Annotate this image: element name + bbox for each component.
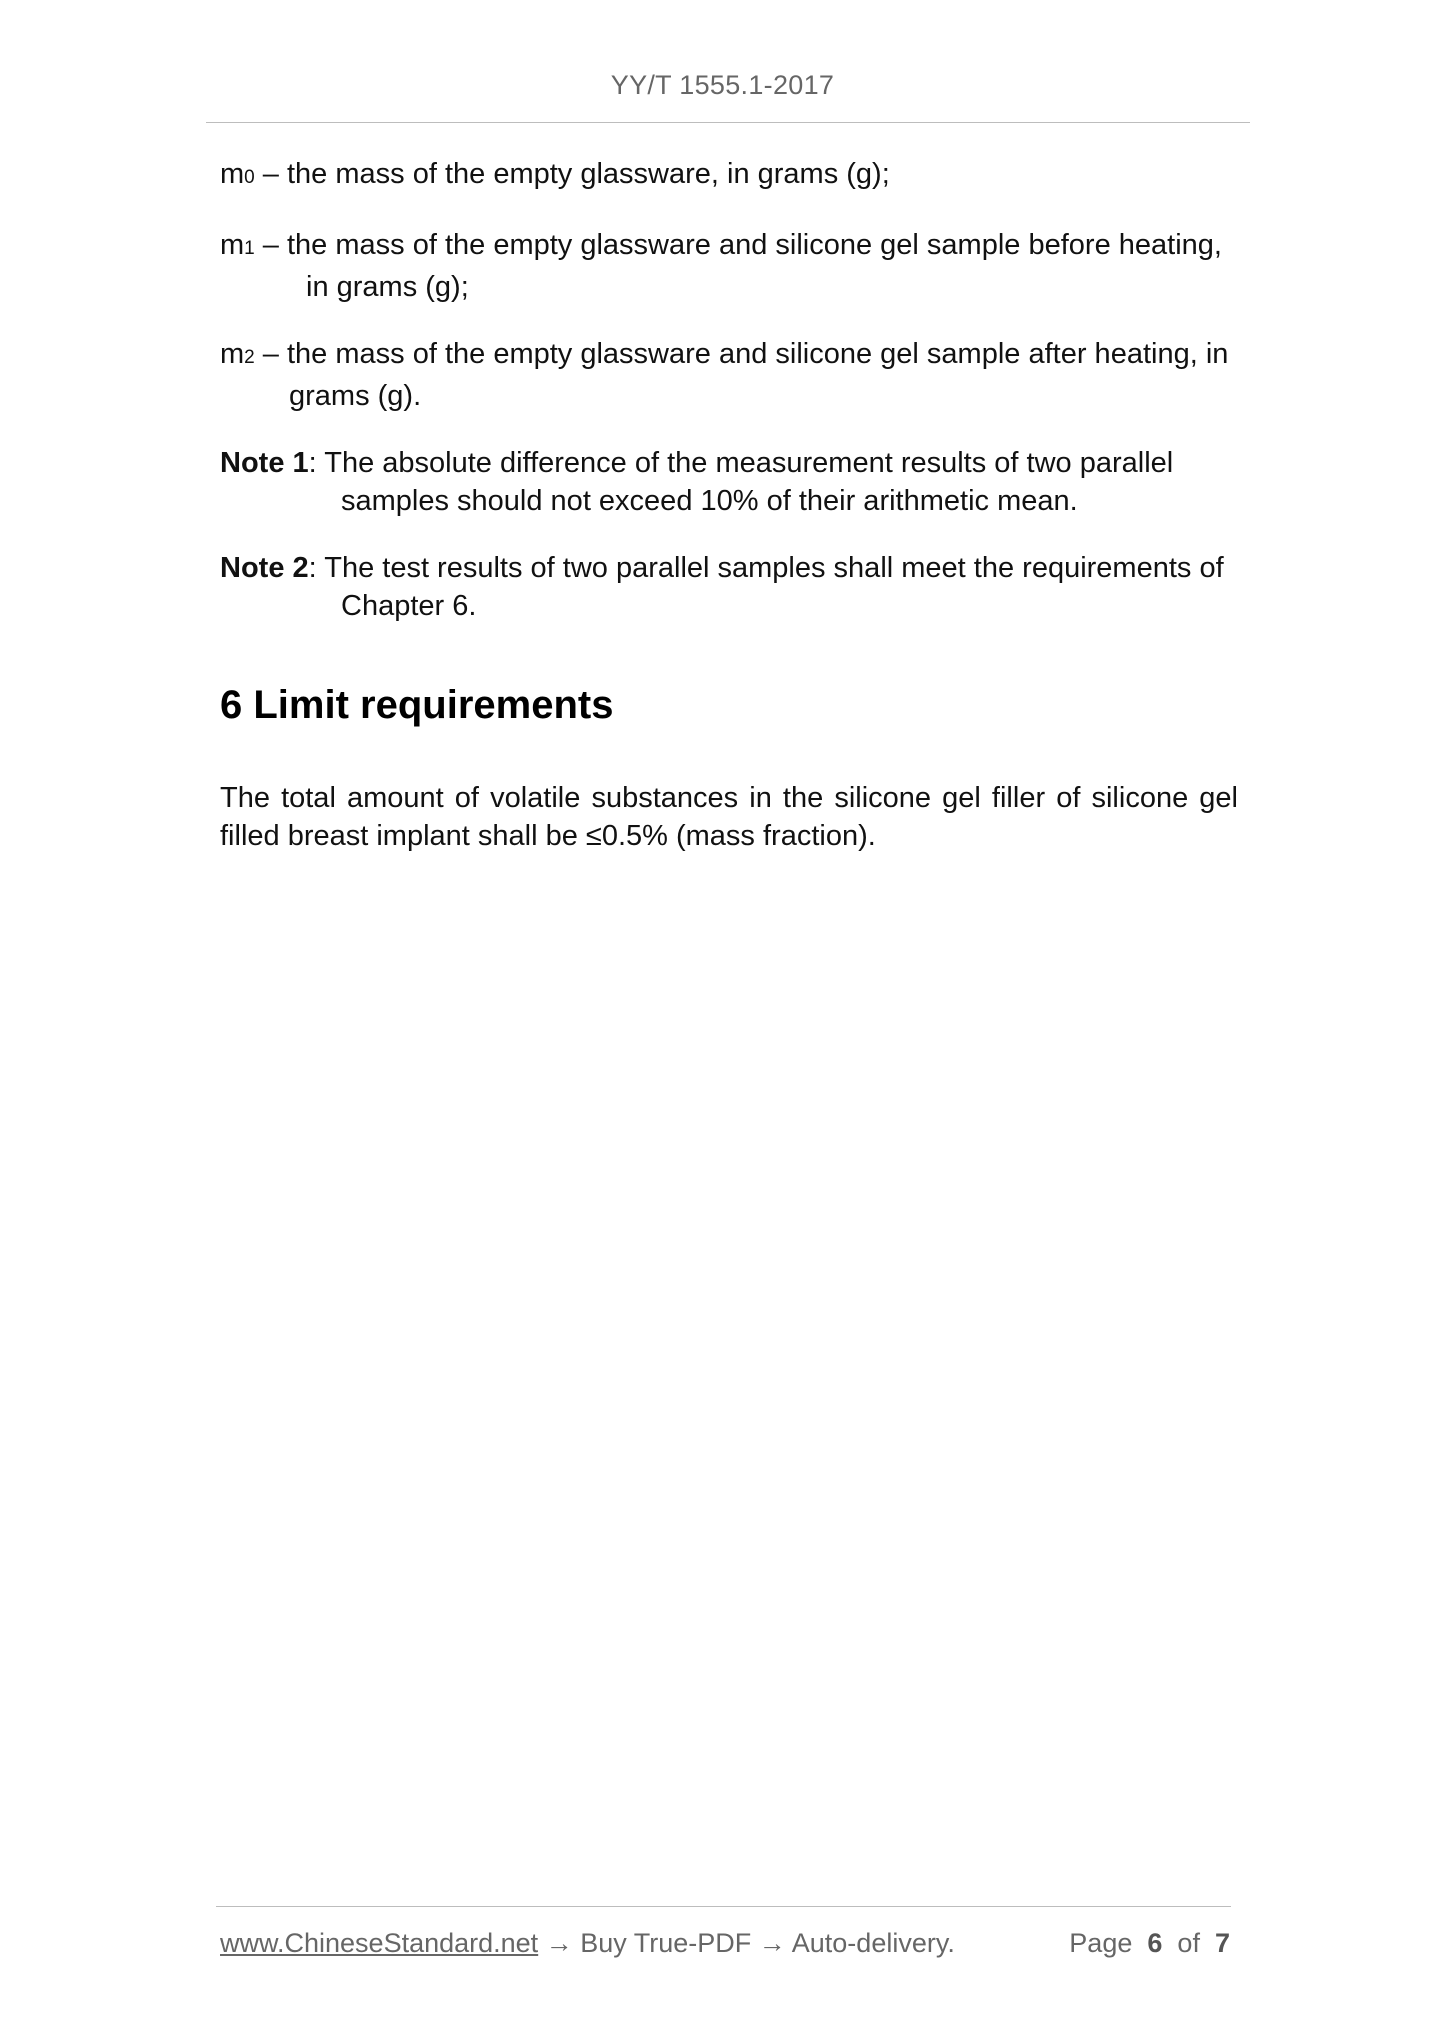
note-2 <box>220 549 1238 625</box>
variable-definition-m2 <box>220 335 1238 415</box>
variable-symbol: m <box>220 158 245 190</box>
note-text: : The test results of two parallel samples shall meet the requirements of <box>308 552 1224 584</box>
note-text: : The absolute difference of the measurement results of two parallel <box>308 447 1174 479</box>
variable-description-continued: in grams (g); <box>306 271 469 303</box>
note-text-continued: Chapter 6. <box>341 590 477 622</box>
variable-subscript: 2 <box>244 347 255 368</box>
arrow-right-icon: → <box>751 1928 792 1958</box>
website-link[interactable]: www.ChineseStandard.net <box>220 1928 539 1958</box>
footer-promo <box>220 1925 955 1961</box>
variable-definition-m1 <box>220 226 1238 306</box>
arrow-right-icon: → <box>538 1928 581 1958</box>
variable-symbol: m <box>220 229 245 261</box>
variable-description: – the mass of the empty glassware, in grams (g); <box>254 158 890 190</box>
note-label: Note 1 <box>220 447 309 479</box>
note-1 <box>220 444 1238 520</box>
variable-symbol: m <box>220 338 245 370</box>
page-indicator <box>1069 1925 1230 1961</box>
document-code-header: YY/T 1555.1-2017 <box>610 70 835 100</box>
buy-true-pdf-text: Buy True-PDF <box>580 1928 752 1958</box>
header-divider <box>206 122 1250 123</box>
current-page-number: 6 <box>1147 1928 1163 1958</box>
variable-subscript: 1 <box>244 238 255 259</box>
note-text-continued: samples should not exceed 10% of their arithmetic mean. <box>341 485 1078 517</box>
auto-delivery-text: Auto-delivery. <box>791 1928 955 1958</box>
section-heading: 6 Limit requirements <box>220 683 614 727</box>
variable-description-continued: grams (g). <box>289 380 422 412</box>
page-body <box>220 155 1238 855</box>
variable-description: – the mass of the empty glassware and silicone gel sample after heating, in <box>254 338 1229 370</box>
page-label: Page <box>1069 1928 1133 1958</box>
note-label: Note 2 <box>220 552 309 584</box>
page-of-label: of <box>1177 1928 1200 1958</box>
total-pages-number: 7 <box>1214 1928 1230 1958</box>
section-body-paragraph: The total amount of volatile substances in the silicone gel filler of silicone gel filled breast implant shall be ≤0.5% (mass fraction). <box>220 782 1238 852</box>
variable-description: – the mass of the empty glassware and silicone gel sample before heating, <box>254 229 1222 261</box>
footer-divider <box>216 1906 1231 1907</box>
variable-subscript: 0 <box>244 167 255 188</box>
variable-definition-m0 <box>220 155 1238 197</box>
